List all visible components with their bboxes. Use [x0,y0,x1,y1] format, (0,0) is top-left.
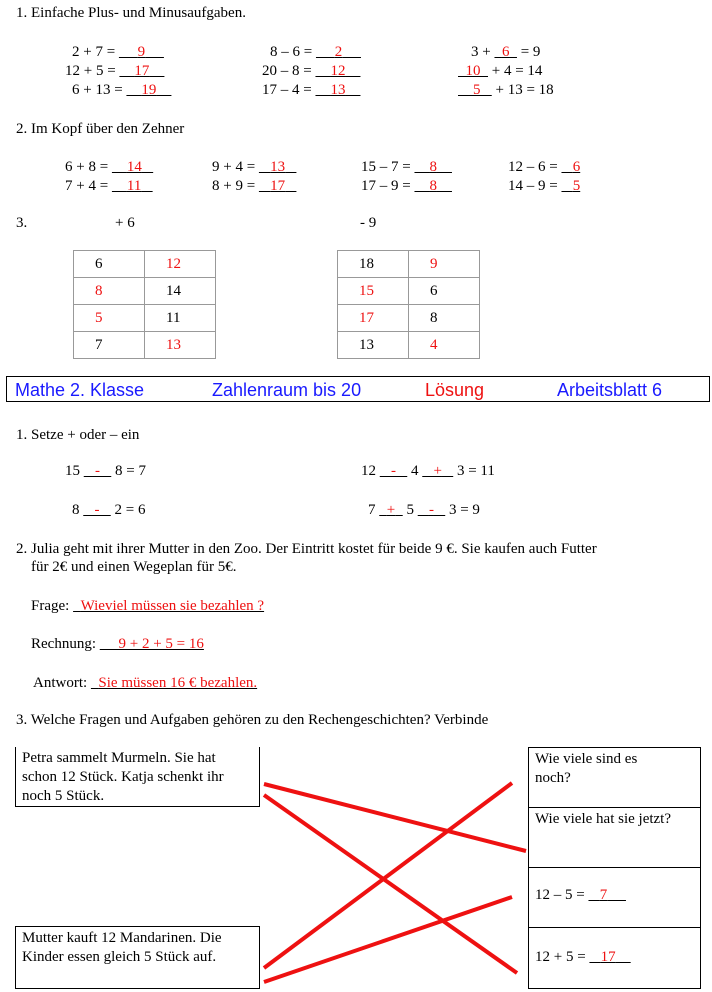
header-grade: Mathe 2. Klasse [15,380,145,400]
s2-c1-r1: 6 + 8 = 14 [65,159,142,175]
header-solution: Lösung [425,380,485,400]
minus-nine-table-cell: 15 [338,278,409,305]
p2-line1: 2. Julia geht mit ihrer Mutter in den Zoo. Der Eintritt kostet für beide 9 €. Sie kaufen auch Futter [16,541,597,557]
plus-six-label: + 6 [115,215,135,231]
p3-title: 3. Welche Fragen und Aufgaben gehören zu den Rechengeschichten? Verbinde [16,712,489,728]
s2-c2-r2: 8 + 9 = 17 [212,178,286,194]
header-sheet: Arbeitsblatt 6 [557,380,663,400]
s1-c3-r1: 3 + 6 = 9 [471,44,541,60]
story1-line2: schon 12 Stück. Katja schenkt ihr [22,769,224,785]
minus-nine-table-cell: 13 [338,332,409,359]
s2-c4-r1: 12 – 6 = 6 [508,159,581,175]
s2-c2-r1: 9 + 4 = 13 [212,159,286,175]
plus-six-table-cell: 8 [74,278,145,305]
plus-six-table-cell: 7 [74,332,145,359]
minus-nine-table-cell: 17 [338,305,409,332]
minus-nine-table-cell: 18 [338,251,409,278]
section3-number: 3. [16,215,28,231]
question1-line1: Wie viele sind es [535,751,638,767]
header-range: Zahlenraum bis 20 [212,380,362,400]
story1-line1: Petra sammelt Murmeln. Sie hat [22,750,216,766]
question2-line1: Wie viele hat sie jetzt? [535,811,671,827]
plus-six-table-cell: 13 [145,332,216,359]
story2-line1: Mutter kauft 12 Mandarinen. Die [22,930,222,946]
minus-nine-table-cell: 9 [409,251,480,278]
plus-six-table-cell: 12 [145,251,216,278]
s2-c1-r2: 7 + 4 = 11 [65,178,142,194]
s1-c2-r2: 20 – 8 = 12 [262,63,346,79]
plus-six-table-cell: 14 [145,278,216,305]
minus-nine-label: - 9 [360,215,377,231]
s2-c3-r1: 15 – 7 = 8 [361,159,437,175]
line-story1-equation2 [264,795,517,973]
minus-nine-table-cell: 4 [409,332,480,359]
frage-row: Frage: Wieviel müssen sie bezahlen ? [31,598,265,614]
plus-six-table-cell: 6 [74,251,145,278]
s2-c4-r2: 14 – 9 = 5 [508,178,581,194]
s1-c1-r1: 2 + 7 = 9 [72,44,146,60]
minus-nine-table-cell: 8 [409,305,480,332]
p2-line2: für 2€ und einen Wegeplan für 5€. [31,559,237,575]
plus-six-table-cell: 11 [145,305,216,332]
s1-c1-r2: 12 + 5 = 17 [65,63,150,79]
equation1-box: 12 – 5 = 7 [528,867,701,928]
antwort-row: Antwort: Sie müssen 16 € bezahlen. [33,675,258,691]
p1-row3: 8 - 2 = 6 [72,502,146,518]
minus-nine-table-cell: 6 [409,278,480,305]
question1-line2: noch? [535,770,571,786]
equation2-box: 12 + 5 = 17 [528,927,701,989]
rechnung-row: Rechnung: 9 + 2 + 5 = 16 [31,636,204,652]
line-story1-question2 [264,784,526,851]
p1-row4: 7 + 5 - 3 = 9 [368,502,480,518]
section1-title: 1. Einfache Plus- und Minusaufgaben. [16,5,246,21]
s1-c3-r2: 10 + 4 = 14 [465,63,543,79]
story1-line3: noch 5 Stück. [22,788,105,804]
s1-c3-r3: 5 + 13 = 18 [473,82,554,98]
s1-c1-r3: 6 + 13 = 19 [72,82,157,98]
p1-title: 1. Setze + oder – ein [16,427,140,443]
s1-c2-r3: 17 – 4 = 13 [262,82,346,98]
s1-c2-r1: 8 – 6 = 2 [270,44,343,60]
p1-row1: 15 - 8 = 7 [65,463,146,479]
p1-row2: 12 - 4 + 3 = 11 [361,463,495,479]
plus-six-table-cell: 5 [74,305,145,332]
story2-line2: Kinder essen gleich 5 Stück auf. [22,949,217,965]
section2-title: 2. Im Kopf über den Zehner [16,121,185,137]
s2-c3-r2: 17 – 9 = 8 [361,178,437,194]
